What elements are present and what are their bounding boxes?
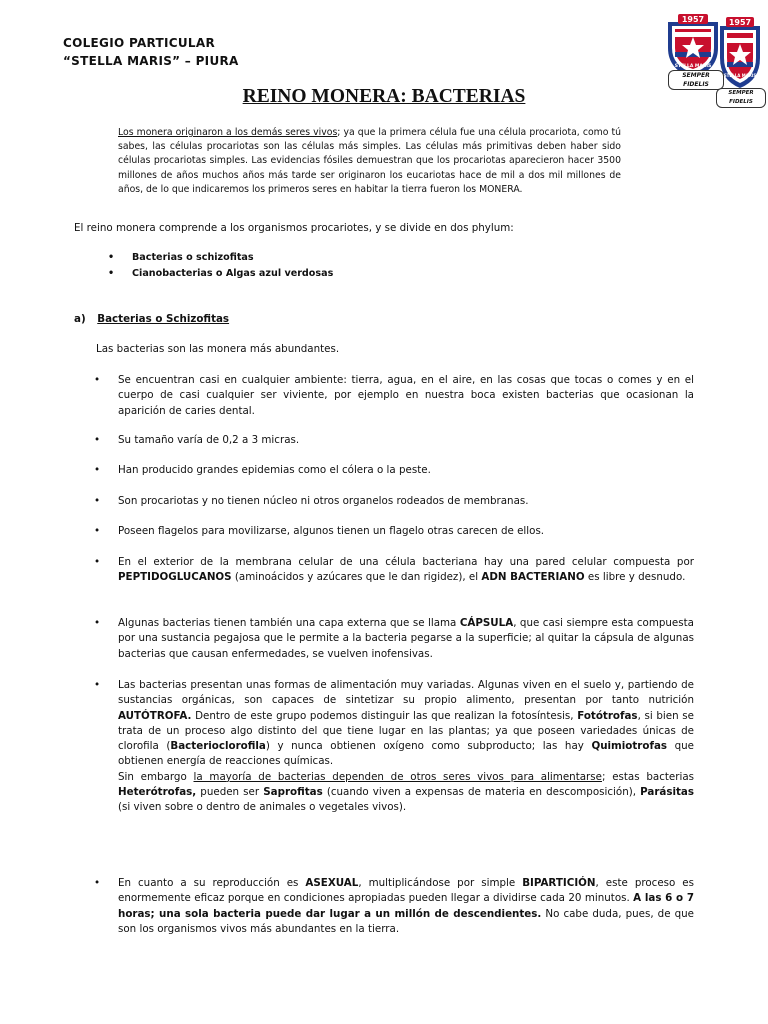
phylum-list — [108, 250, 333, 282]
school-seal-logo — [664, 12, 722, 88]
school-seal-logo-2 — [716, 14, 762, 105]
section-a-heading — [74, 312, 229, 327]
bullet-nutrition: • Las bacterias presentan unas formas de alimentación muy variadas. Algunas viven en el suelo y, partiendo de sustancias orgánicas, son capaces de sintetizar su propio alimento, presentan por tanto nutrición AUTÓTROFA. Dentro de este grupo podemos distinguir las que realizan la fotosíntesis, Fotótrofas, si bien se trata de un proceso algo distinto del que tiene lugar en las plantas; ya que poseen variedades únicas de clorofila (Bacterioclorofila) y nunca obtienen oxígeno como subproducto; las hay Quimiotrofas que obtienen energía de reacciones químicas. Sin embargo la mayoría de bacterias dependen de otros seres vivos para alimentarse; estas bacterias Heterótrofas, pueden ser Saprofitas (cuando viven a expensas de materia en descomposición), Parásitas (si viven sobre o dentro de animales o vegetales vivos). — [94, 679, 695, 814]
intro-paragraph — [118, 126, 621, 197]
intro-text: ; ya que la primera célula fue una célula procariota, como tú sabes, las células procariotas son las células más simples. Las células más primitivas deben haber sido células procariotas simples. Las evidencias fósiles demuestran que los procariotas aparecieron hacer 3500 millones de años muchos años más tarde ser originaron los eucariotas hace de mil a dos mil millones de años, de lo que indicaremos los primeros seres en habitar la tierra fueron los MONERA. — [118, 127, 621, 195]
school-location: “STELLA MARIS” – PIURA — [63, 54, 239, 68]
bullet-reproduction: • En cuanto a su reproducción es ASEXUAL, multiplicándose por simple BIPARTICIÓN, este proceso es enormemente eficaz porque en condiciones apropiadas pueden llegar a dividirse cada 20 minutos. A las 6 o 7 horas; una sola bacteria puede dar lugar a un millón de descendientes. No cabe duda, pues, de que son los organismos vivos más abundantes en la tierra. — [94, 877, 695, 935]
list-item: • Bacterias o schizofitas — [108, 250, 333, 266]
section-a-marker: a) — [74, 313, 86, 325]
seal-year-2: 1957 — [728, 18, 752, 27]
bullet-size: • Su tamaño varía de 0,2 a 3 micras. — [94, 434, 300, 446]
section-a-title: Bacterias o Schizofitas — [97, 313, 230, 325]
list-item: • Cianobacterias o Algas azul verdosas — [108, 266, 333, 282]
phylum-intro: El reino monera comprende a los organismos procariotes, y se divide en dos phylum: — [74, 222, 514, 234]
bullet-epidemics: • Han producido grandes epidemias como el cólera o la peste. — [94, 464, 431, 476]
seal-year: 1957 — [681, 15, 705, 24]
section-a-intro: Las bacterias son las monera más abundantes. — [96, 343, 340, 355]
seal-motto: SEMPER FIDELIS — [668, 70, 724, 90]
bullet-flagella: • Poseen flagelos para movilizarse, algunos tienen un flagelo otras carecen de ellos. — [94, 525, 545, 537]
school-name: COLEGIO PARTICULAR — [63, 36, 216, 50]
seal-name-2: STELLA MARIS — [723, 73, 757, 78]
bullet-cell-wall: • En el exterior de la membrana celular de una célula bacteriana hay una pared celular compuesta por PEPTIDOGLUCANOS (aminoácidos y azúcares que le dan rigidez), el ADN BACTERIANO es libre y desnudo. — [94, 556, 694, 584]
seal-motto-2: SEMPER FIDELIS — [716, 88, 766, 108]
bullet-habitat: • Se encuentran casi en cualquier ambiente: tierra, agua, en el aire, en las cosas que tocas o comes y en el cuerpo de casi cualquier ser viviente, por ejemplo en nuestra boca existen bacterias que ocasionan la aparición de caries dental. — [94, 374, 694, 417]
seal-name: STELLA MARIS — [674, 64, 712, 69]
bullet-prokaryotes: • Son procariotas y no tienen núcleo ni otros organelos rodeados de membranas. — [94, 495, 529, 507]
bullet-capsule: • Algunas bacterias tienen también una capa externa que se llama CÁPSULA, que casi siempre esta compuesta por una sustancia pegajosa que le permite a la bacteria pegarse a la superficie; al quitar la cápsula de algunas bacterias que causan enfermedades, se vuelven inofensivas. — [94, 617, 694, 660]
school-header — [63, 34, 239, 70]
page-title: REINO MONERA: BACTERIAS — [242, 86, 526, 107]
intro-lead: Los monera originaron a los demás seres vivos — [118, 127, 338, 138]
